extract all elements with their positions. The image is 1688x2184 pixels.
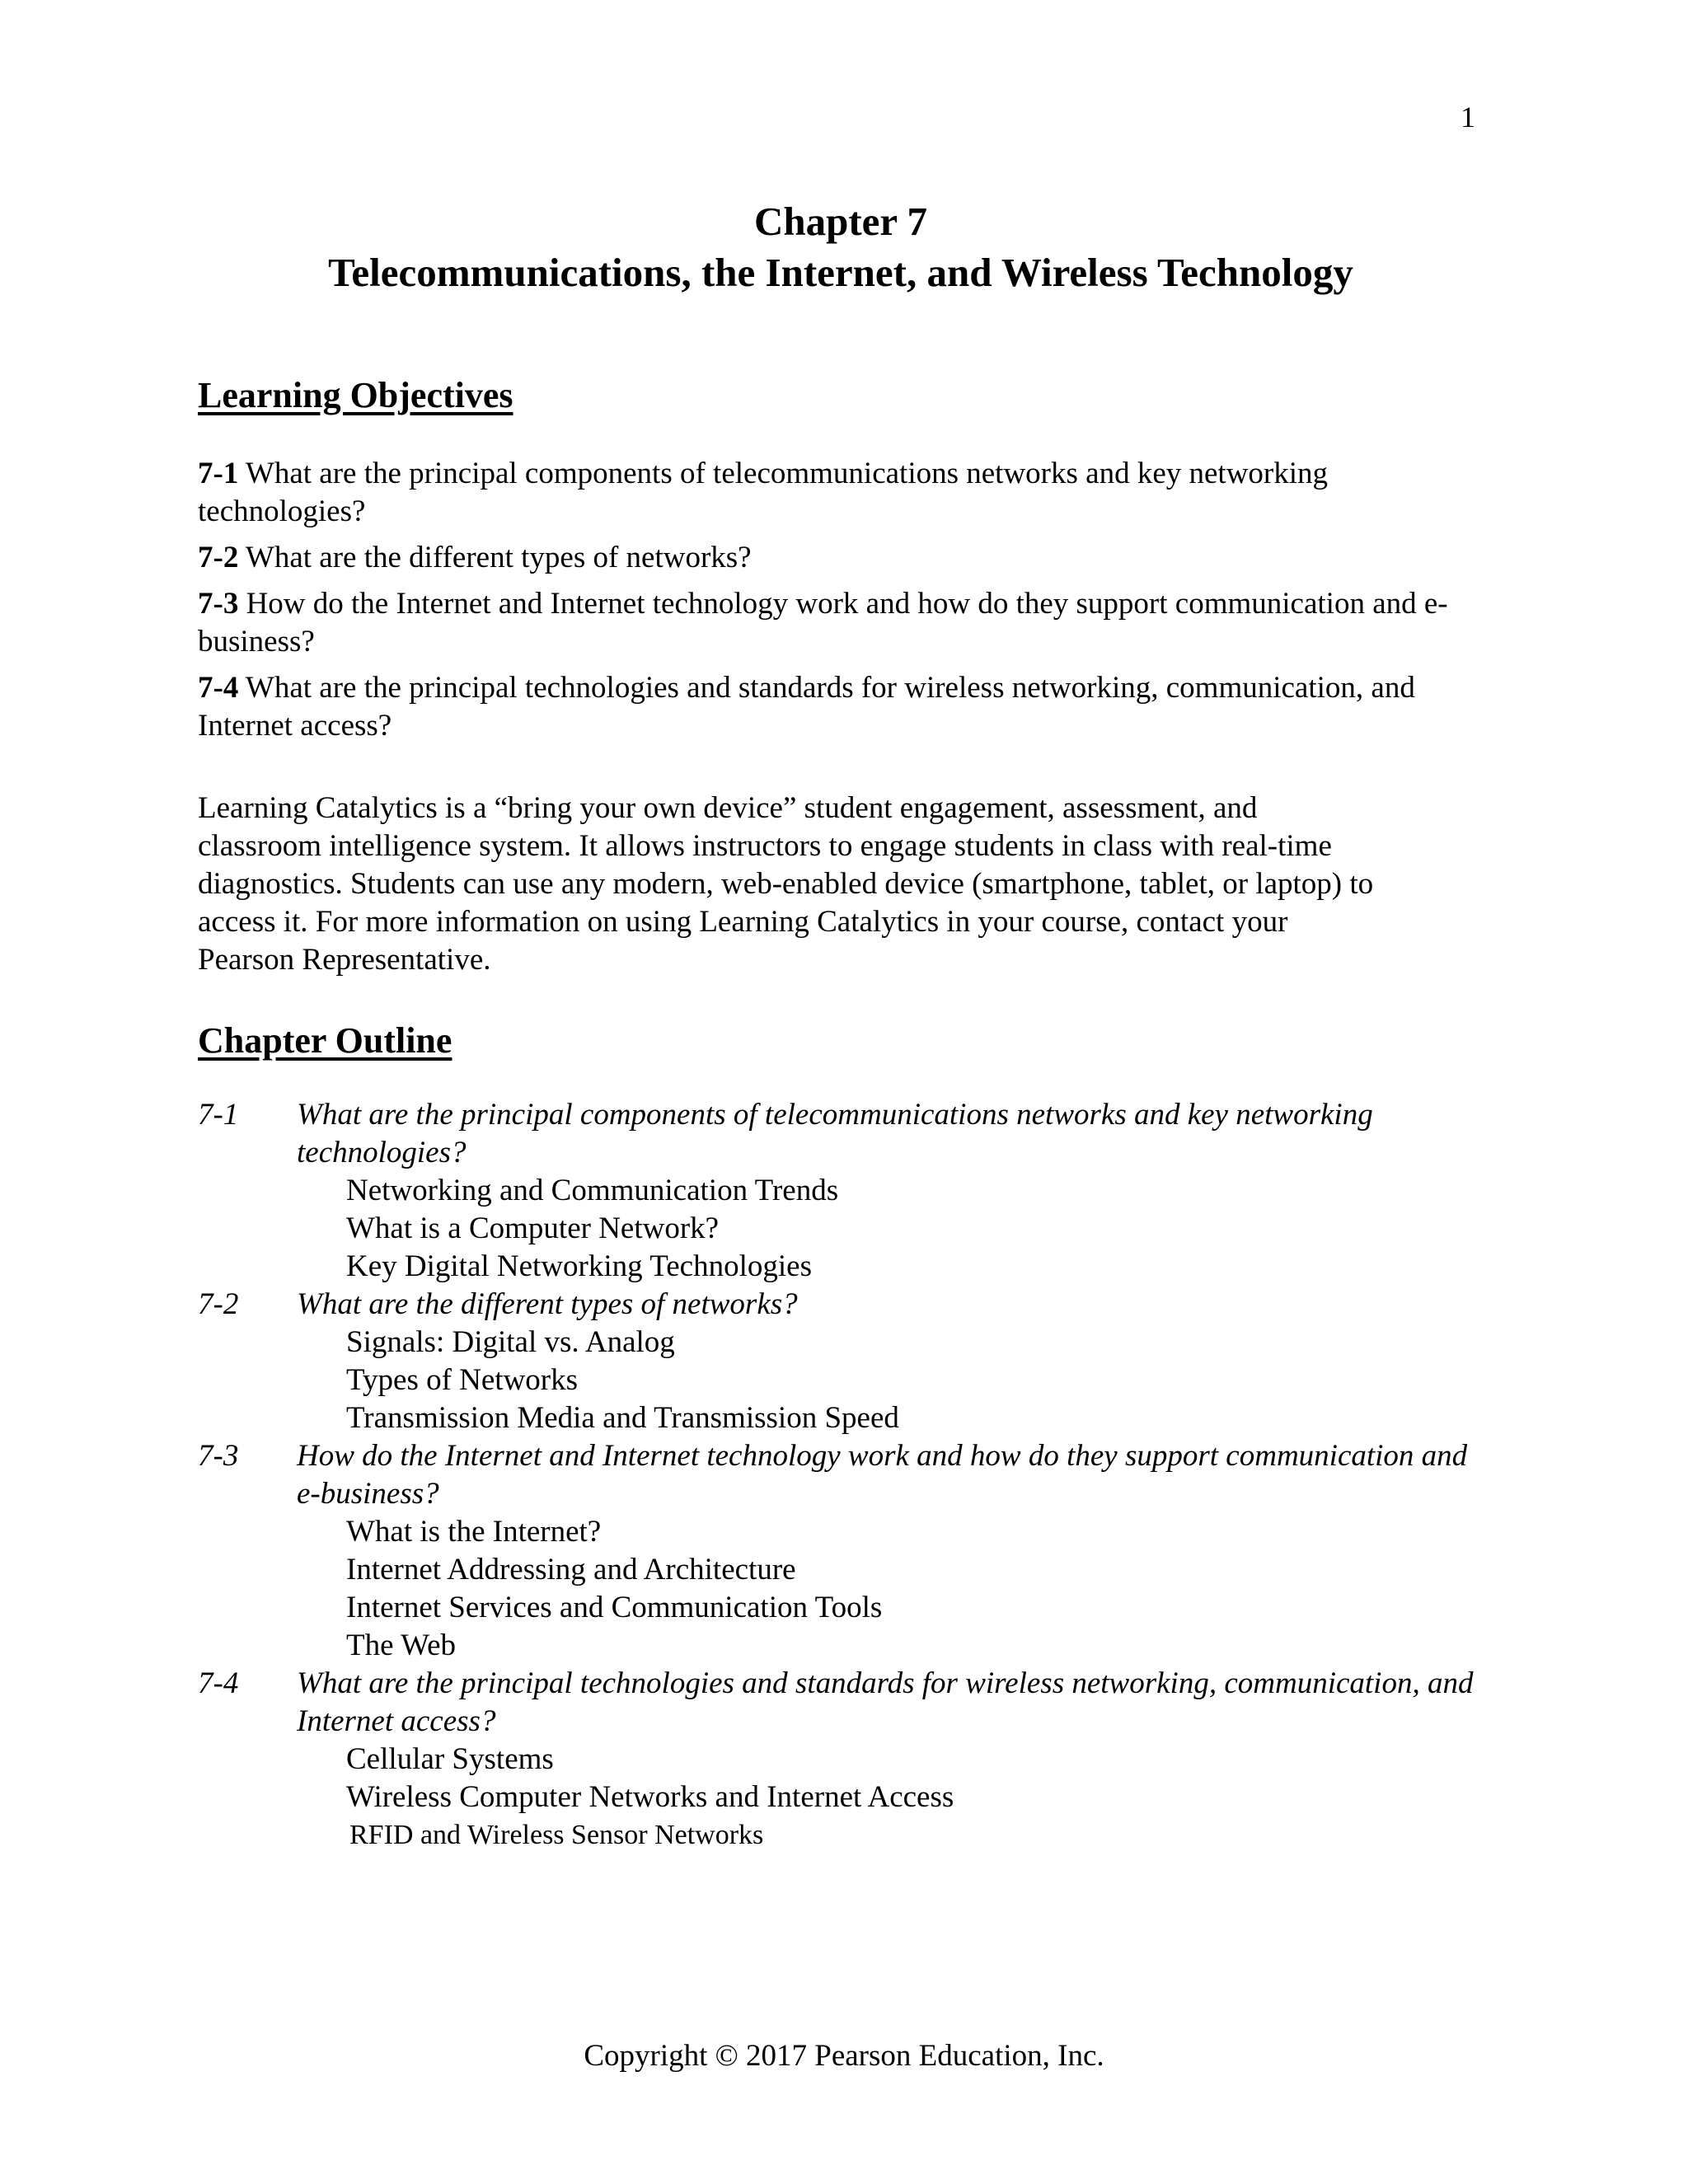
objective-item bbox=[198, 455, 1484, 531]
chapter-name: Telecommunications, the Internet, and Wireless Technology bbox=[328, 250, 1353, 295]
outline-subitem: RFID and Wireless Sensor Networks bbox=[349, 1820, 764, 1850]
outline-section-heading bbox=[198, 1096, 1484, 1172]
outline-subitem: Networking and Communication Trends bbox=[346, 1174, 839, 1207]
outline-section-heading bbox=[198, 1665, 1484, 1741]
paragraph-line: Pearson Representative. bbox=[198, 943, 491, 977]
paragraph-line: classroom intelligence system. It allows instructors to engage students in class with real-time bbox=[198, 829, 1332, 863]
outline-section-question: How do the Internet and Internet technology work and how do they support communication and e-business? bbox=[297, 1439, 1468, 1511]
outline-subitem: Types of Networks bbox=[346, 1363, 579, 1397]
learning-objectives-list bbox=[198, 455, 1484, 753]
objective-text: What are the principal components of telecommunications networks and key networking technologies? bbox=[198, 457, 1329, 528]
objective-text: What are the principal technologies and standards for wireless networking, communication, and Internet access? bbox=[198, 671, 1415, 743]
chapter-number: Chapter 7 bbox=[753, 199, 928, 244]
learning-catalytics-paragraph bbox=[198, 790, 1484, 979]
outline-subitem: Internet Addressing and Architecture bbox=[346, 1553, 796, 1586]
objective-item bbox=[198, 539, 1484, 577]
objective-number: 7-2 bbox=[198, 541, 239, 574]
page-number: 1 bbox=[1461, 101, 1475, 134]
outline-section-number: 7-3 bbox=[198, 1439, 239, 1473]
chapter-title bbox=[198, 196, 1484, 298]
objective-number: 7-4 bbox=[198, 671, 239, 705]
outline-subitem: Transmission Media and Transmission Speed bbox=[346, 1401, 899, 1435]
objective-text: What are the different types of networks? bbox=[245, 541, 752, 574]
outline-section-number: 7-2 bbox=[198, 1287, 239, 1321]
outline-subitem: Cellular Systems bbox=[346, 1742, 554, 1776]
chapter-outline-list bbox=[198, 1096, 1484, 1854]
outline-section-question: What are the principal technologies and standards for wireless networking, communication, and Internet access? bbox=[297, 1666, 1474, 1738]
outline-section-heading bbox=[198, 1437, 1484, 1513]
learning-objectives-heading: Learning Objectives bbox=[198, 375, 513, 415]
outline-subitem: What is a Computer Network? bbox=[346, 1212, 720, 1245]
outline-section-question: What are the different types of networks? bbox=[297, 1287, 798, 1321]
objective-item bbox=[198, 669, 1484, 745]
outline-subitem: Key Digital Networking Technologies bbox=[346, 1249, 812, 1283]
outline-section-number: 7-4 bbox=[198, 1666, 239, 1700]
copyright-footer: Copyright © 2017 Pearson Education, Inc. bbox=[584, 2039, 1104, 2073]
outline-section-heading bbox=[198, 1286, 1484, 1324]
objective-text: How do the Internet and Internet technology work and how do they support communication and e-business? bbox=[198, 587, 1448, 658]
outline-subitem: Wireless Computer Networks and Internet Access bbox=[346, 1780, 954, 1814]
outline-subitem: Signals: Digital vs. Analog bbox=[346, 1325, 675, 1359]
objective-item bbox=[198, 585, 1484, 661]
outline-section-number: 7-1 bbox=[198, 1098, 239, 1132]
objective-number: 7-1 bbox=[198, 457, 239, 490]
paragraph-line: diagnostics. Students can use any modern, web-enabled device (smartphone, tablet, or laptop) to bbox=[198, 867, 1374, 901]
paragraph-line: access it. For more information on using Learning Catalytics in your course, contact your bbox=[198, 905, 1288, 939]
outline-section-question: What are the principal components of telecommunications networks and key networking technologies? bbox=[297, 1098, 1373, 1169]
outline-subitem: The Web bbox=[346, 1629, 456, 1662]
outline-subitem: Internet Services and Communication Tools bbox=[346, 1591, 883, 1624]
objective-number: 7-3 bbox=[198, 587, 239, 621]
paragraph-line: Learning Catalytics is a “bring your own device” student engagement, assessment, and bbox=[198, 791, 1258, 825]
outline-subitem: What is the Internet? bbox=[346, 1515, 602, 1549]
chapter-outline-heading: Chapter Outline bbox=[198, 1020, 452, 1061]
